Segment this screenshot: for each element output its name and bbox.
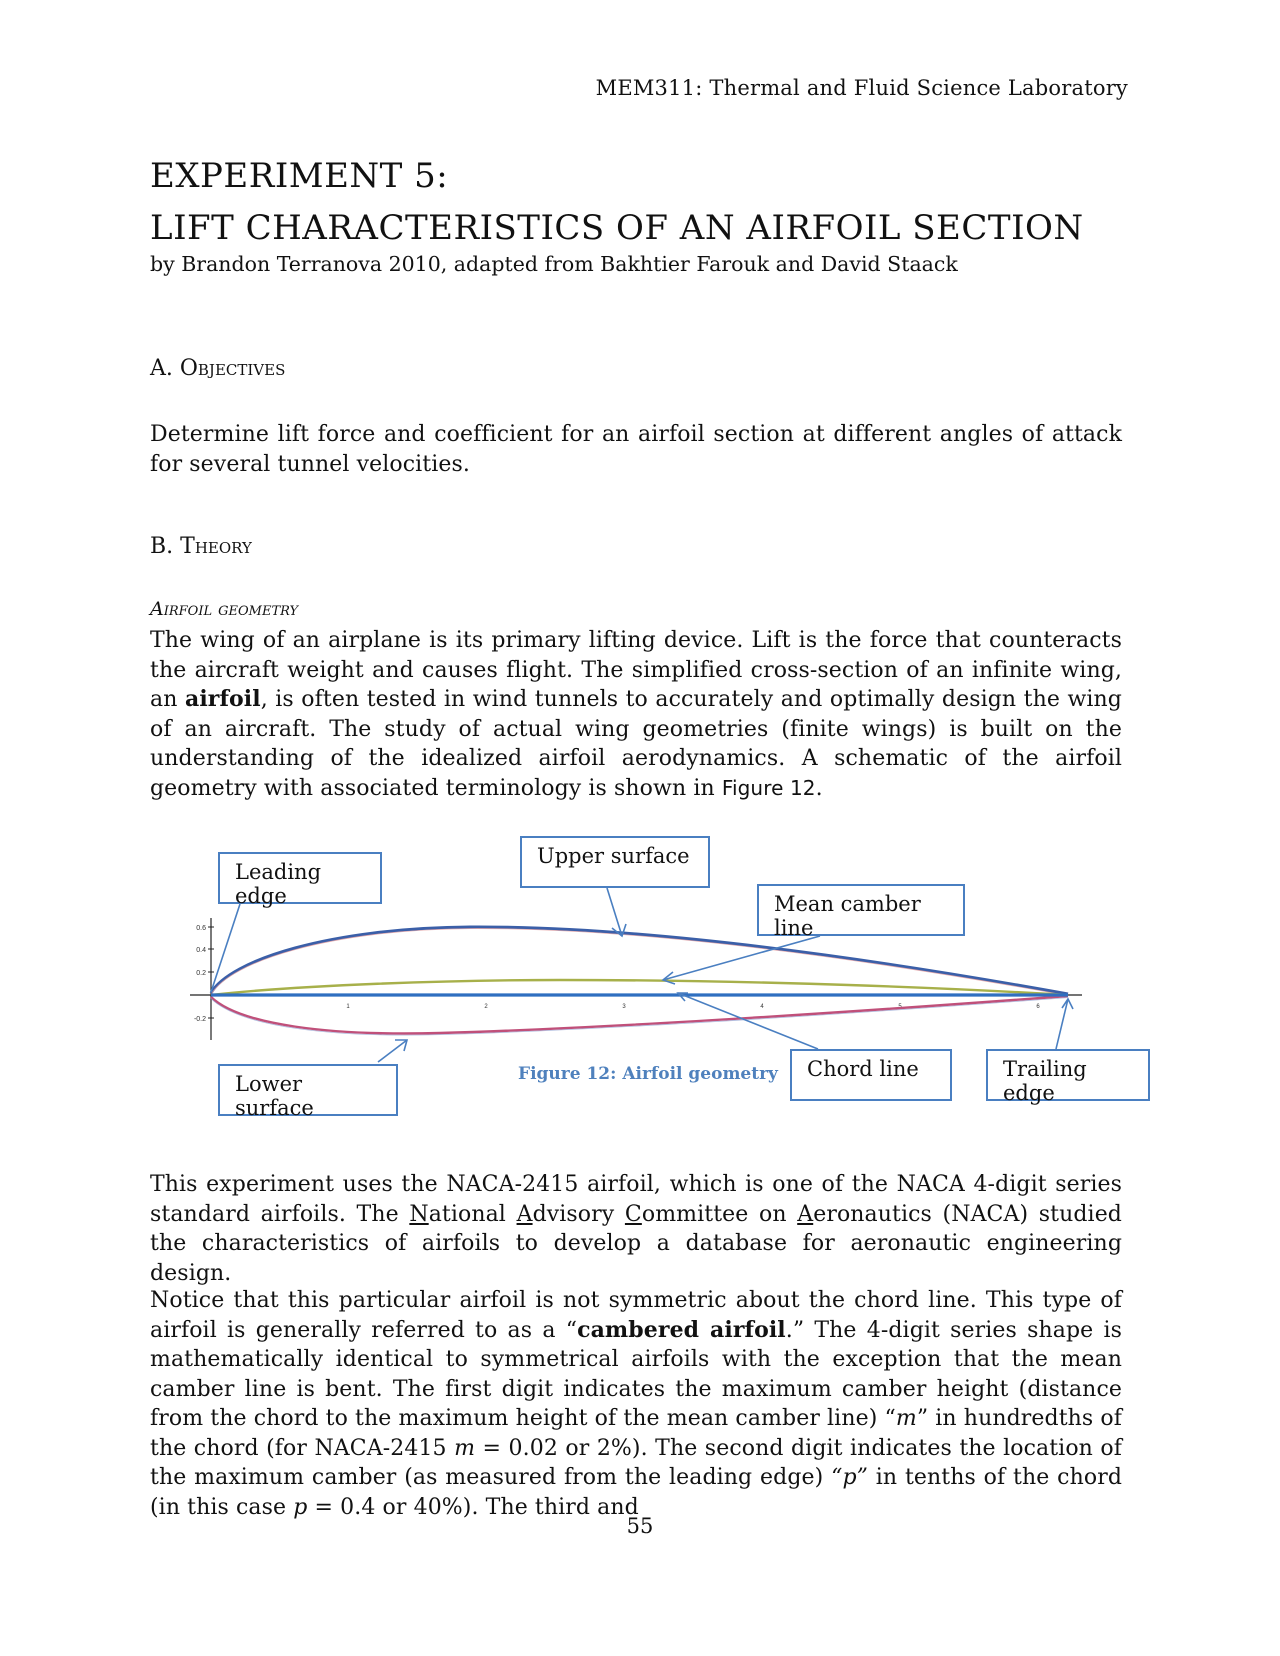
- label-leading-edge: Leading edge: [218, 852, 382, 904]
- figure-reference-link[interactable]: Figure 12: [721, 775, 816, 800]
- byline: by Brandon Terranova 2010, adapted from Bakhtier Farouk and David Staack: [150, 252, 958, 276]
- label-trailing-edge: Trailing edge: [986, 1049, 1150, 1101]
- trailing-edge-pointer: [1056, 999, 1068, 1049]
- label-upper-surface: Upper surface: [520, 836, 710, 888]
- label-lower-surface: Lower surface: [218, 1064, 398, 1116]
- upper-surface-pointer: [607, 888, 622, 936]
- upper-surface-curve: [211, 927, 1068, 994]
- section-title: Objectives: [179, 356, 286, 381]
- y-tick-label: 0.2: [196, 970, 206, 977]
- objectives-paragraph: Determine lift force and coefficient for an airfoil section at different angles of attack for several tunnel velocities.: [150, 422, 1122, 477]
- section-title: Theory: [180, 534, 252, 559]
- x-tick-label: 6: [1036, 1004, 1040, 1010]
- title-line-1: EXPERIMENT 5:: [150, 156, 449, 196]
- y-tick-label: -0.2: [193, 1016, 206, 1023]
- title-line-2: LIFT CHARACTERISTICS OF AN AIRFOIL SECTION: [150, 208, 1084, 248]
- page-header: MEM311: Thermal and Fluid Science Laboratory: [595, 76, 1128, 100]
- x-tick-label: 5: [898, 1004, 902, 1010]
- mean-camber-curve: [211, 980, 1068, 995]
- x-tick-label: 2: [484, 1004, 488, 1010]
- x-tick-label: 3: [622, 1004, 626, 1010]
- section-prefix: B.: [150, 534, 181, 559]
- lower-surface-curve: [211, 996, 1068, 1033]
- theory-paragraph-2: This experiment uses the NACA-2415 airfoil, which is one of the NACA 4-digit series standard airfoils. The National Advisory Committee on Aeronautics (NACA) studied the characteristics of airfoils to develop a database for aeronautic engineering design.: [150, 1172, 1122, 1286]
- subheading-airfoil-geometry: Airfoil geometry: [150, 598, 299, 620]
- x-tick-label: 1: [346, 1004, 350, 1010]
- lower-surface-pointer: [378, 1040, 407, 1062]
- mean-camber-pointer: [663, 936, 820, 980]
- figure-caption: Figure 12: Airfoil geometry: [518, 1064, 778, 1084]
- theory-paragraph-1: The wing of an airplane is its primary lifting device. Lift is the force that counteracts the aircraft weight and causes flight. The simplified cross-section of an infinite wing, an airfoil, is often tested in wind tunnels to accurately and optimally design the wing of an aircraft. The study of actual wing geometries (finite wings) is built on the understanding of the idealized airfoil aerodynamics. A schematic of the airfoil geometry with associated terminology is shown in Figure 12.: [150, 628, 1122, 801]
- y-tick-label: 0.6: [196, 925, 206, 932]
- label-mean-camber-line: Mean camber line: [757, 884, 965, 936]
- section-prefix: A.: [150, 356, 180, 381]
- x-tick-label: 4: [760, 1004, 764, 1010]
- label-chord-line: Chord line: [790, 1049, 952, 1101]
- y-tick-label: 0.4: [196, 947, 206, 954]
- page-number: 55: [626, 1514, 654, 1538]
- theory-paragraph-3: Notice that this particular airfoil is not symmetric about the chord line. This type of airfoil is generally referred to as a “cambered airfoil.” The 4-digit series shape is mathematically identical to symmetrical airfoils with the exception that the mean camber line is bent. The first digit indicates the maximum camber height (distance from the chord to the maximum height of the mean camber line) “m” in hundredths of the chord (for NACA-2415 m = 0.02 or 2%). The second digit indicates the location of the maximum camber (as measured from the leading edge) “p” in tenths of the chord (in this case p = 0.4 or 40%). The third and: [150, 1288, 1123, 1520]
